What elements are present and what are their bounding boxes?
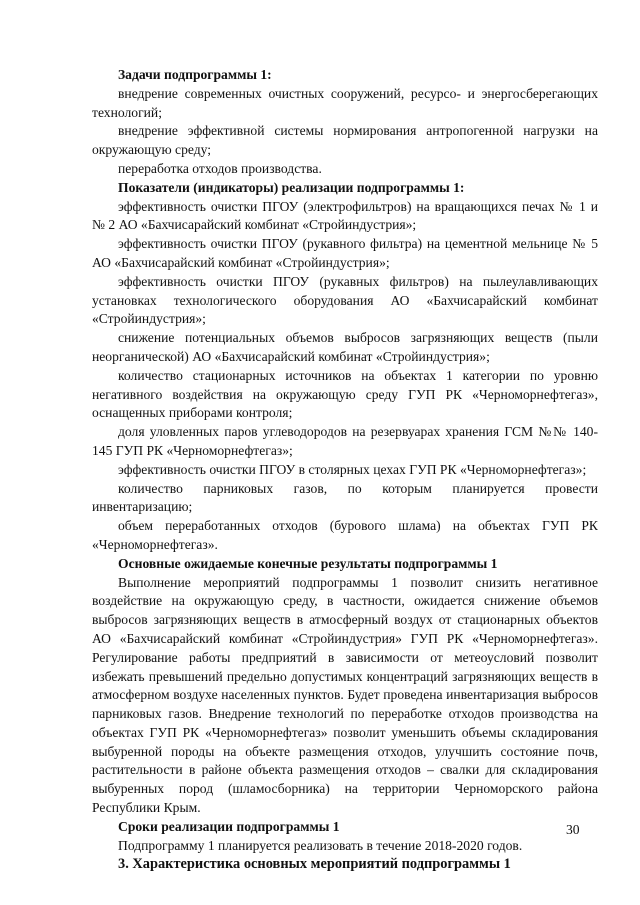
paragraph-indicator-6: доля уловленных паров углеводородов на резервуарах хранения ГСМ №№ 140-145 ГУП РК «Черноморнефтегаз»; <box>92 424 598 458</box>
page-number: 30 <box>566 822 580 837</box>
paragraph-indicator-2: эффективность очистки ПГОУ (рукавного фильтра) на цементной мельнице № 5 АО «Бахчисарайский комбинат «Стройиндустрия»; <box>92 236 598 270</box>
paragraph-indicator-8: количество парниковых газов, по которым планируется провести инвентаризацию; <box>92 480 598 515</box>
heading-tasks: Задачи подпрограммы 1: <box>118 67 272 82</box>
document-page <box>92 66 598 874</box>
paragraph-timeline: Подпрограмму 1 планируется реализовать в течение 2018-2020 годов. <box>118 837 523 853</box>
paragraph-indicator-4: снижение потенциальных объемов выбросов загрязняющих веществ (пыли неорганической) АО «Бахчисарайский комбинат «Стройиндустрия»; <box>92 330 598 364</box>
paragraph-indicator-5: количество стационарных источников на объектах 1 категории по уровню негативного воздействия на окружающую среду ГУП РК «Черноморнефтегаз», оснащенных приборами контроля; <box>92 367 598 421</box>
heading-timeline: Сроки реализации подпрограммы 1 <box>118 818 340 834</box>
paragraph-indicator-9: объем переработанных отходов (бурового шлама) на объектах ГУП РК «Черноморнефтегаз». <box>92 518 598 552</box>
paragraph-task-1: внедрение современных очистных сооружений, ресурсо- и энергосберегающих технологий; <box>92 85 598 120</box>
paragraph-indicator-3: эффективность очистки ПГОУ (рукавных фильтров) на пылеулавливающих установках технологического оборудования АО «Бахчисарайский комбинат «Стройиндустрия»; <box>92 273 598 327</box>
paragraph-task-2: внедрение эффективной системы нормирования антропогенной нагрузки на окружающую среду; <box>92 123 598 158</box>
heading-expected-results: Основные ожидаемые конечные результаты подпрограммы 1 <box>118 555 498 571</box>
paragraph-task-3: переработка отходов производства. <box>118 160 322 176</box>
paragraph-indicator-7: эффективность очистки ПГОУ в столярных цехах ГУП РК «Черноморнефтегаз»; <box>118 461 587 477</box>
paragraph-indicator-1: эффективность очистки ПГОУ (электрофильтров) на вращающихся печах № 1 и № 2 АО «Бахчисарайский комбинат «Стройиндустрия»; <box>92 198 598 233</box>
paragraph-expected-results: Выполнение мероприятий подпрограммы 1 позволит снизить негативное воздействие на окружающую среду, в частности, ожидается снижение объемов выбросов загрязняющих веществ в атмосферный воздух от стационарных объектов АО «Бахчисарайский комбинат «Стройиндустрия» ГУП РК «Черноморнефтегаз». Регулирование работы предприятий в зависимости от метеоусловий позволит избежать превышений предельно допустимых концентраций загрязняющих веществ в атмосферном воздухе населенных пунктов. Будет проведена инвентаризация выбросов парниковых газов. Внедрение технологий по переработке отходов производства на объектах ГУП РК «Черноморнефтегаз» позволит уменьшить объемы складирования выбуренной породы на объекте размещения отходов, улучшить состояние почв, растительности в районе объекта размещения отходов – свалки для складирования выбуренных пород (шламосборника) на территории Черноморского района Республики Крым. <box>92 574 598 816</box>
heading-indicators: Показатели (индикаторы) реализации подпрограммы 1: <box>118 179 465 195</box>
heading-section-3: 3. Характеристика основных мероприятий подпрограммы 1 <box>118 856 511 873</box>
